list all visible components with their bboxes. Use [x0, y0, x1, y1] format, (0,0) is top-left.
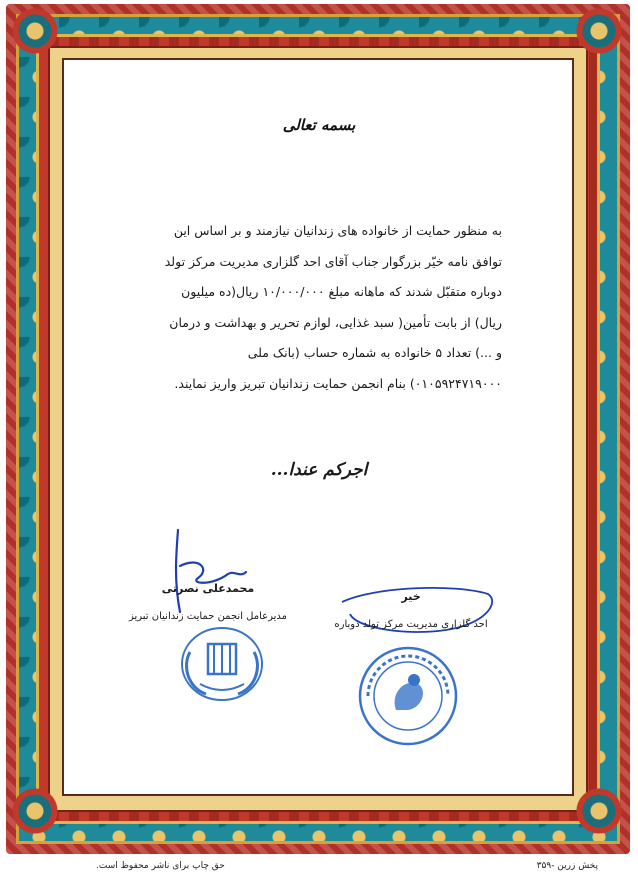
- body-paragraph: [122, 216, 502, 399]
- signatory-name: محمدعلی نصرتی: [161, 582, 255, 595]
- body-line: توافق نامه خیّر بزرگوار جناب آقای احد گلزاری مدیریت مرکز تولد: [164, 253, 502, 269]
- body-line: و ...) تعداد ۵ خانواده به شماره حساب (بانک ملی: [247, 345, 502, 360]
- page-heading: بسمه تعالی: [282, 116, 356, 134]
- body-line: ۰۱۰۵۹۲۴۷۱۹۰۰۰) بنام انجمن حمایت زندانیان تبریز واریز نمایند.: [174, 375, 502, 391]
- signatory-role: احد گلزاری مدیریت مرکز تولد دوباره: [334, 619, 488, 630]
- closing-phrase: اجرکم عندا...: [270, 460, 368, 480]
- body-line: دوباره متقبّل شدند که ماهانه مبلغ ۱۰/۰۰۰/۰۰۰ ریال(ده میلیون: [181, 284, 502, 299]
- body-line: به منظور حمایت از خانواده های زندانیان نیازمند و بر اساس این: [173, 223, 502, 238]
- official-stamp: [176, 622, 268, 706]
- signatory-role: مدیرعامل انجمن حمایت زندانیان تبریز: [128, 611, 288, 622]
- signatory-name: خیر: [401, 590, 421, 603]
- publisher-note: پخش زرین -۳۵۹: [536, 861, 598, 871]
- signature-block-left: [118, 582, 298, 622]
- copyright-note: حق چاپ برای ناشر محفوظ است.: [96, 861, 225, 871]
- body-line: ریال) از بابت تأمین( سبد غذایی، لوازم تحریر و بهداشت و درمان: [169, 314, 502, 330]
- signature-block-right: [326, 590, 496, 630]
- official-stamp: [356, 644, 460, 748]
